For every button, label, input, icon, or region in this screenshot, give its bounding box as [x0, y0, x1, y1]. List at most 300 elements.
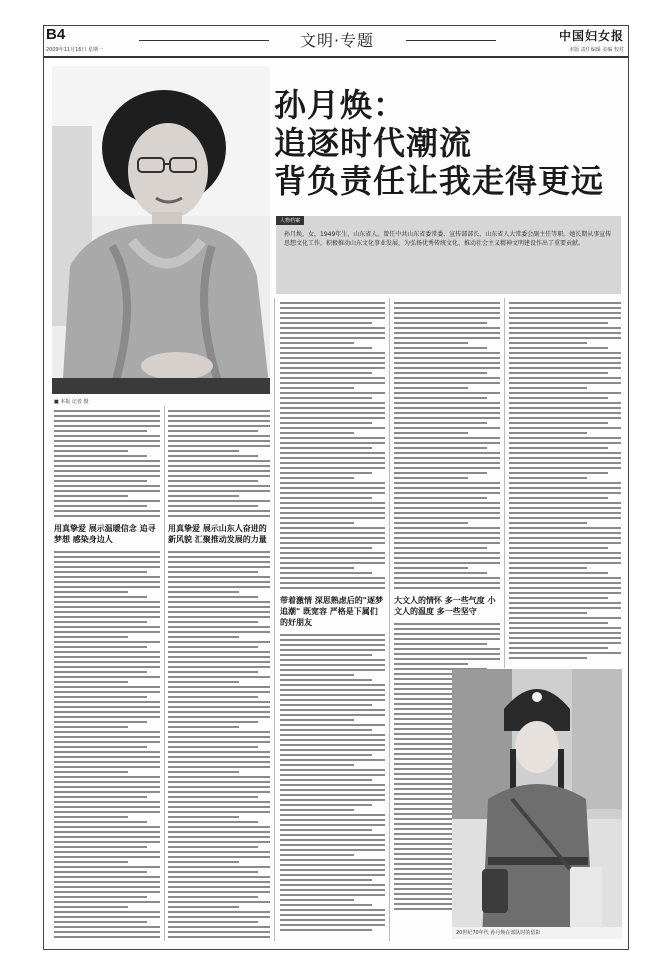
text-line: [54, 741, 160, 743]
text-line: [168, 771, 239, 773]
text-line: [280, 502, 385, 504]
text-line: [509, 362, 621, 364]
text-line: [54, 430, 147, 432]
text-line: [280, 774, 385, 776]
text-line: [280, 874, 385, 876]
text-line: [394, 357, 500, 359]
text-line: [394, 447, 487, 449]
text-line: [509, 542, 621, 544]
text-line: [54, 726, 128, 728]
text-line: [509, 557, 621, 559]
text-line: [54, 636, 128, 638]
text-line: [509, 622, 608, 624]
text-line: [168, 450, 239, 452]
text-line: [394, 497, 487, 499]
text-line: [54, 505, 147, 507]
text-line: [509, 657, 587, 659]
text-line: [509, 582, 621, 584]
text-line: [280, 492, 385, 494]
text-line: [54, 566, 160, 568]
text-line: [394, 407, 500, 409]
text-line: [168, 781, 270, 783]
text-line: [509, 387, 587, 389]
text-line: [168, 896, 258, 898]
text-line: [280, 704, 372, 706]
text-line: [280, 649, 385, 651]
text-line: [54, 455, 147, 457]
text-line: [509, 442, 621, 444]
text-line: [394, 382, 500, 384]
masthead-logo: 中国妇女报: [558, 29, 624, 43]
text-line: [54, 415, 160, 417]
newspaper-page: [43, 25, 629, 950]
text-line: [54, 711, 160, 713]
column-rule: [389, 298, 390, 941]
text-line: [280, 684, 385, 686]
text-line: [168, 621, 258, 623]
text-line: [54, 425, 160, 427]
text-line: [509, 532, 621, 534]
text-line: [168, 916, 270, 918]
text-line: [509, 402, 621, 404]
text-line: [168, 761, 270, 763]
text-line: [54, 766, 160, 768]
text-line: [280, 387, 354, 389]
text-line: [168, 731, 270, 733]
text-line: [280, 909, 385, 911]
text-line: [54, 656, 160, 658]
text-line: [280, 719, 354, 721]
text-line: [168, 420, 270, 422]
text-line: [54, 886, 160, 888]
text-line: [168, 821, 258, 823]
text-line: [54, 581, 160, 583]
text-line: [509, 312, 621, 314]
article-column-1: [54, 410, 160, 941]
text-line: [54, 881, 160, 883]
text-line: [394, 442, 500, 444]
headline-line-3: 背负责任让我走得更远: [274, 162, 605, 200]
text-line: [280, 784, 385, 786]
text-line: [168, 701, 270, 703]
text-line: [54, 631, 160, 633]
text-line: [394, 402, 500, 404]
text-line: [394, 623, 500, 625]
text-line: [54, 856, 160, 858]
text-line: [280, 312, 385, 314]
text-line: [54, 681, 128, 683]
text-line: [280, 442, 385, 444]
text-line: [54, 841, 160, 843]
text-line: [168, 500, 270, 502]
text-line: [509, 412, 621, 414]
text-line: [394, 487, 500, 489]
text-line: [280, 724, 385, 726]
article-column-3: [280, 302, 385, 934]
text-line: [168, 851, 270, 853]
text-line: [54, 821, 147, 823]
text-line: [54, 445, 160, 447]
text-line: [509, 552, 621, 554]
text-line: [280, 412, 385, 414]
text-line: [394, 317, 500, 319]
text-line: [54, 606, 160, 608]
text-line: [394, 362, 500, 364]
issue-date: 2009年11月16日 星期一: [46, 47, 104, 53]
subhead-1: 用真挚爱 展示温暖信念 追寻梦想 感染身边人: [54, 524, 156, 544]
text-line: [394, 422, 487, 424]
text-line: [394, 577, 500, 579]
text-line: [509, 487, 621, 489]
text-line: [54, 701, 160, 703]
text-line: [168, 766, 270, 768]
text-line: [54, 561, 160, 563]
text-line: [280, 729, 372, 731]
text-line: [280, 392, 385, 394]
text-line: [168, 475, 270, 477]
text-line: [280, 739, 385, 741]
text-line: [394, 587, 500, 589]
text-line: [509, 592, 621, 594]
text-line: [509, 447, 608, 449]
text-line: [394, 377, 500, 379]
text-line: [54, 871, 147, 873]
page-header: [44, 26, 628, 58]
text-line: [509, 597, 608, 599]
text-line: [54, 696, 147, 698]
text-line: [509, 462, 621, 464]
text-line: [54, 500, 160, 502]
text-line: [280, 744, 385, 746]
text-line: [168, 836, 270, 838]
column-rule: [504, 298, 505, 668]
text-line: [54, 470, 160, 472]
text-line: [54, 846, 147, 848]
text-line: [168, 576, 270, 578]
text-line: [54, 756, 160, 758]
text-line: [280, 859, 385, 861]
text-line: [394, 562, 500, 564]
text-line: [54, 921, 147, 923]
text-line: [394, 327, 500, 329]
text-line: [280, 462, 385, 464]
text-line: [394, 342, 468, 344]
text-line: [168, 515, 270, 517]
text-line: [280, 552, 385, 554]
text-line: [394, 337, 500, 339]
text-line: [168, 430, 258, 432]
text-line: [280, 382, 385, 384]
text-line: [54, 836, 160, 838]
text-line: [54, 891, 160, 893]
text-line: [280, 639, 385, 641]
text-line: [280, 664, 385, 666]
text-line: [394, 372, 487, 374]
text-line: [54, 586, 160, 588]
text-line: [54, 906, 128, 908]
text-line: [280, 894, 385, 896]
text-line: [394, 628, 500, 630]
text-line: [280, 477, 354, 479]
text-line: [280, 919, 385, 921]
text-line: [168, 586, 270, 588]
text-line: [168, 736, 270, 738]
text-line: [168, 751, 270, 753]
text-line: [280, 487, 385, 489]
text-line: [168, 681, 239, 683]
text-line: [168, 776, 270, 778]
text-line: [394, 312, 500, 314]
text-line: [509, 342, 587, 344]
text-line: [509, 537, 621, 539]
text-line: [54, 691, 160, 693]
text-line: [54, 901, 160, 903]
text-line: [394, 512, 500, 514]
text-line: [54, 676, 160, 678]
text-line: [54, 626, 160, 628]
text-line: [509, 492, 621, 494]
subhead-4: 大文人的情怀 多一些气度 小文人的温度 多一些坚守: [394, 596, 496, 616]
text-line: [394, 392, 500, 394]
text-line: [280, 804, 372, 806]
text-line: [54, 510, 160, 512]
text-line: [394, 347, 487, 349]
text-line: [394, 452, 500, 454]
text-line: [280, 332, 385, 334]
text-line: [509, 617, 621, 619]
text-line: [280, 587, 385, 589]
text-line: [509, 472, 608, 474]
text-line: [280, 527, 385, 529]
text-line: [509, 427, 621, 429]
text-line: [168, 811, 270, 813]
text-line: [509, 512, 621, 514]
text-line: [168, 596, 258, 598]
portrait-image: [52, 66, 270, 394]
text-line: [280, 674, 354, 676]
text-line: [168, 931, 270, 933]
text-line: [280, 302, 385, 304]
text-line: [168, 911, 270, 913]
text-line: [54, 460, 160, 462]
text-line: [280, 342, 354, 344]
text-line: [509, 347, 608, 349]
text-line: [168, 861, 239, 863]
text-line: [54, 776, 160, 778]
text-line: [280, 829, 372, 831]
text-line: [54, 671, 147, 673]
historical-photo-caption: 20世纪70年代 孙月焕在部队时的留影: [456, 930, 541, 936]
text-line: [394, 417, 500, 419]
text-line: [509, 332, 621, 334]
text-line: [168, 490, 270, 492]
text-line: [509, 422, 608, 424]
text-line: [280, 839, 385, 841]
header-rule-right: [406, 40, 496, 41]
portrait-caption: ■ 本报 记者 摄: [54, 399, 89, 405]
text-line: [509, 477, 587, 479]
text-line: [394, 638, 500, 640]
text-line: [54, 485, 160, 487]
text-line: [280, 779, 372, 781]
text-line: [168, 656, 270, 658]
text-line: [54, 751, 160, 753]
text-line: [54, 576, 160, 578]
text-line: [280, 557, 385, 559]
text-line: [394, 532, 500, 534]
text-line: [280, 879, 372, 881]
text-line: [168, 480, 258, 482]
text-line: [280, 889, 385, 891]
text-line: [394, 432, 468, 434]
text-line: [168, 936, 270, 938]
text-line: [54, 791, 160, 793]
text-line: [54, 931, 160, 933]
text-line: [54, 721, 147, 723]
text-line: [394, 332, 500, 334]
text-line: [280, 924, 385, 926]
text-line: [509, 467, 621, 469]
text-line: [54, 440, 160, 442]
text-line: [280, 417, 385, 419]
portrait-photo: [52, 66, 270, 394]
text-line: [280, 659, 385, 661]
text-line: [280, 814, 385, 816]
text-line: [168, 410, 270, 412]
text-line: [509, 647, 608, 649]
text-line: [394, 427, 500, 429]
profile-box: [276, 216, 621, 294]
text-line: [509, 452, 621, 454]
text-line: [168, 786, 270, 788]
text-line: [280, 402, 385, 404]
text-line: [280, 562, 385, 564]
text-line: [54, 450, 128, 452]
text-line: [54, 420, 160, 422]
text-line: [394, 663, 468, 665]
text-line: [168, 626, 270, 628]
text-line: [168, 666, 270, 668]
subhead-2: 用真挚爱 展示山东人奋进的 新风貌 汇聚推动发展的力量: [168, 524, 267, 544]
text-line: [168, 831, 270, 833]
article-column-5: [509, 302, 621, 662]
text-line: [509, 637, 621, 639]
text-line: [394, 557, 500, 559]
text-line: [54, 601, 160, 603]
text-line: [280, 362, 385, 364]
subhead-3: 带着激情 深思熟虑后的"逐梦追潮" 既宽容 严格是下属们的好朋友: [280, 596, 383, 627]
text-line: [168, 505, 258, 507]
text-line: [168, 646, 258, 648]
article-column-2: [168, 410, 270, 941]
editor-credits: 本版 责任编辑 美编 校对: [569, 47, 624, 53]
text-line: [280, 654, 372, 656]
text-line: [54, 746, 147, 748]
text-line: [280, 407, 385, 409]
headline-line-2: 追逐时代潮流: [274, 124, 473, 162]
text-line: [54, 651, 160, 653]
text-line: [168, 566, 270, 568]
text-line: [394, 653, 500, 655]
text-line: [394, 307, 500, 309]
text-line: [54, 611, 160, 613]
text-line: [168, 871, 258, 873]
text-line: [54, 786, 160, 788]
text-line: [280, 437, 385, 439]
text-line: [54, 876, 160, 878]
text-line: [168, 726, 239, 728]
text-line: [280, 307, 385, 309]
text-line: [509, 337, 621, 339]
text-line: [394, 397, 487, 399]
text-line: [509, 522, 587, 524]
text-line: [394, 352, 500, 354]
text-line: [168, 445, 270, 447]
text-line: [394, 472, 487, 474]
text-line: [509, 407, 621, 409]
text-line: [394, 643, 487, 645]
text-line: [54, 556, 160, 558]
text-line: [54, 475, 160, 477]
text-line: [54, 781, 160, 783]
text-line: [509, 367, 621, 369]
text-line: [54, 661, 160, 663]
column-rule: [274, 298, 275, 941]
text-line: [168, 470, 270, 472]
text-line: [280, 824, 385, 826]
text-line: [509, 322, 608, 324]
text-line: [168, 791, 270, 793]
text-line: [280, 507, 385, 509]
text-line: [168, 686, 270, 688]
text-line: [280, 512, 385, 514]
text-line: [54, 861, 128, 863]
text-line: [280, 472, 372, 474]
text-line: [54, 736, 160, 738]
text-line: [54, 410, 160, 412]
text-line: [168, 891, 270, 893]
text-line: [394, 477, 468, 479]
text-line: [280, 317, 385, 319]
text-line: [280, 864, 385, 866]
text-line: [280, 689, 385, 691]
text-line: [509, 632, 621, 634]
text-line: [509, 397, 608, 399]
text-line: [54, 495, 128, 497]
text-line: [509, 527, 621, 529]
text-line: [280, 457, 385, 459]
text-line: [168, 611, 270, 613]
text-line: [394, 507, 500, 509]
text-line: [54, 465, 160, 467]
text-line: [280, 799, 385, 801]
text-line: [168, 926, 270, 928]
text-line: [54, 641, 160, 643]
text-line: [168, 616, 270, 618]
text-line: [54, 616, 160, 618]
text-line: [168, 856, 270, 858]
text-line: [509, 577, 621, 579]
text-line: [394, 537, 500, 539]
historical-photo: [452, 669, 622, 939]
text-line: [280, 844, 385, 846]
text-line: [280, 572, 372, 574]
text-line: [509, 607, 621, 609]
text-line: [54, 926, 160, 928]
text-line: [394, 457, 500, 459]
text-line: [280, 789, 385, 791]
text-line: [168, 571, 258, 573]
